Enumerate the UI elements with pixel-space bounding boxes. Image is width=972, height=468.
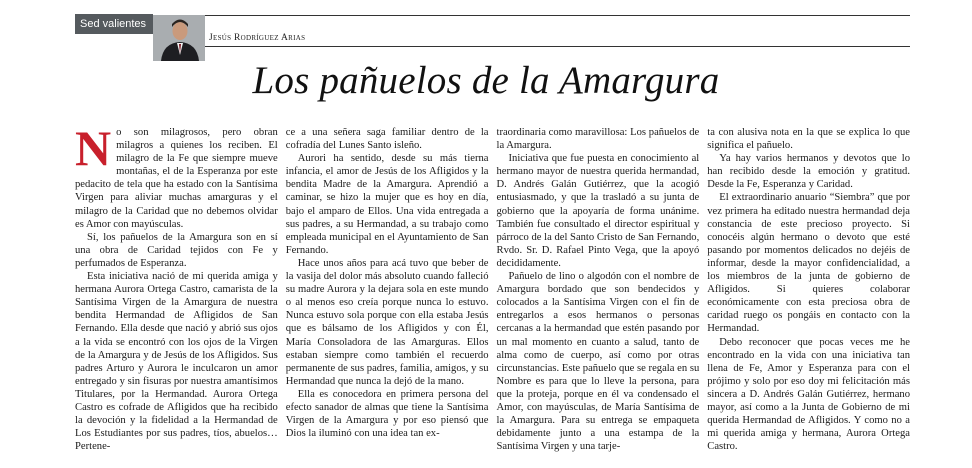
column-4 — [707, 126, 910, 453]
paragraph: traordinaria como maravillosa: Los pañuelos de la Amargura. — [496, 127, 700, 152]
section-label: Sed valientes — [75, 14, 153, 34]
byline-rule — [205, 46, 910, 47]
paragraph: Pañuelo de lino o algodón con el nombre de Amargura bordado que son bendecidos y colocados a la Santísima Virgen con el fin de entregarlos a esos hermanos o personas cercanas a la hermandad que estén pasando por un mal momento en cuanto a salud, tanto de alma como de cuerpo, así como por otras circunstancias. Este pañuelo que se regala en su Nombre es para que lo lleve la persona, para que la proteja, porque en él va condensado el Amor, con mayúsculas, de María Santísima de la Amargura. Para su entrega se empaqueta debidamente junto a una estampa de la Santísima Virgen y una tarje- — [496, 271, 700, 453]
article-body — [75, 120, 910, 453]
paragraph: Ya hay varios hermanos y devotos que lo han recibido desde la emoción y gratitud. Desde la Fe, Esperanza y Caridad. — [707, 153, 910, 191]
paragraph: ta con alusiva nota en la que se explica lo que significa el pañuelo. — [707, 127, 910, 152]
paragraph: No son milagrosos, pero obran milagros a quienes los reciben. El milagro de la Fe que siempre mueve montañas, el de la Esperanza por este pedacito de tela que ha estado con la Santísima Virgen para aliviar muchas amarguras y el milagro de la Caridad que no debemos olvidar es Amor con mayúsculas. — [75, 120, 278, 230]
author-byline: Jesús Rodríguez Arias — [209, 33, 306, 43]
paragraph: ce a una señera saga familiar dentro de la cofradía del Lunes Santo isleño. — [285, 127, 489, 152]
drop-cap: N — [75, 120, 112, 176]
column-2 — [286, 126, 489, 453]
column-3 — [497, 126, 700, 453]
paragraph: Esta iniciativa nació de mi querida amiga y hermana Aurora Ortega Castro, camarista de la Santísima Virgen de la Amargura de nuestra bendita Hermandad de Afligidos de San Fernando. Ella desde que nació y abrió sus ojos a la vida se encontró con los ojos de la Virgen de la Amargura y de Jesús de los Afligidos. Sus padres Arturo y Aurora le inculcaron un amor entregado y sin fisuras por nuestra amantísimos Titulares, por la Hermandad. Aurora Ortega Castro es cofrade de Afligidos que ha recibido la devoción y la fidelidad a la Hermandad de Los Estudiantes por sus padres, tíos, abuelos… Pertene- — [75, 271, 278, 453]
article-headline: Los pañuelos de la Amargura — [252, 59, 720, 102]
author-portrait-icon — [153, 15, 205, 61]
paragraph: Hace unos años para acá tuvo que beber de la vasija del dolor más absoluto cuando falleció su madre Aurora y la dejara sola en este mundo o al menos eso creía porque nunca lo estuvo. Nunca estuvo sola porque con ella estaba Jesús que es bálsamo de los Afligidos y con Él, María Consoladora de las Amarguras. Ellos estaban siempre como también el recuerdo permanente de sus padres, familia, amigos, y su Hermandad que nunca la dejó de la mano. — [285, 257, 489, 387]
paragraph: El extraordinario anuario “Siembra” que por vez primera ha editado nuestra hermandad deja constancia de este precioso proyecto. Si conocéis algún hermano o devoto que esté pasando por momentos delicados no dejéis de informar, desde la mayor confidencialidad, a los miembros de la junta de gobierno de Afligidos. Si quieres colaborar económicamente con esta preciosa obra de caridad ruego os pongáis en contacto con la Hermandad. — [707, 192, 910, 335]
paragraph: Ella es conocedora en primera persona del efecto sanador de almas que tiene la Santísima Virgen de la Amargura y por eso piensó que Dios la iluminó con una idea tan ex- — [285, 388, 489, 440]
paragraph: Sí, los pañuelos de la Amargura son en sí una obra de Caridad tejidos con Fe y perfumados de Esperanza. — [75, 231, 278, 269]
author-photo — [153, 15, 205, 61]
paragraph: Aurori ha sentido, desde su más tierna infancia, el amor de Jesús de los Afligidos y la bendita Madre de la Amargura. Aprendió a caminar, se hizo la mujer que es hoy en día, bajo el amparo de Ellos. Una vida entregada a sus padres, a su Hermandad, a su trabajo como empleada municipal en el Ayuntamiento de San Fernando. — [285, 153, 489, 256]
column-1 — [75, 120, 278, 453]
paragraph: Debo reconocer que pocas veces me he encontrado en la vida con una iniciativa tan llena de Fe, Amor y Esperanza para con el prójimo y solo por eso doy mi felicitación más sincera a D. Andrés Galán Gutiérrez, hermano mayor, así como a la Junta de Gobierno de mi querida Hermandad de Afligidos. Y como no a mi querida amiga y hermana, Aurora Ortega Castro. — [707, 336, 910, 453]
paragraph: Iniciativa que fue puesta en conocimiento al hermano mayor de nuestra querida hermandad, D. Andrés Galán Gutiérrez, que la acogió entusiasmado, y que la trasladó a su junta de gobierno que la apoyaría de forma unánime. También fue consultado el director espiritual y párroco de la del Santo Cristo de San Fernando, Rvdo. Sr. D. Rafael Pinto Vega, que la apoyó decididamente. — [496, 153, 700, 269]
